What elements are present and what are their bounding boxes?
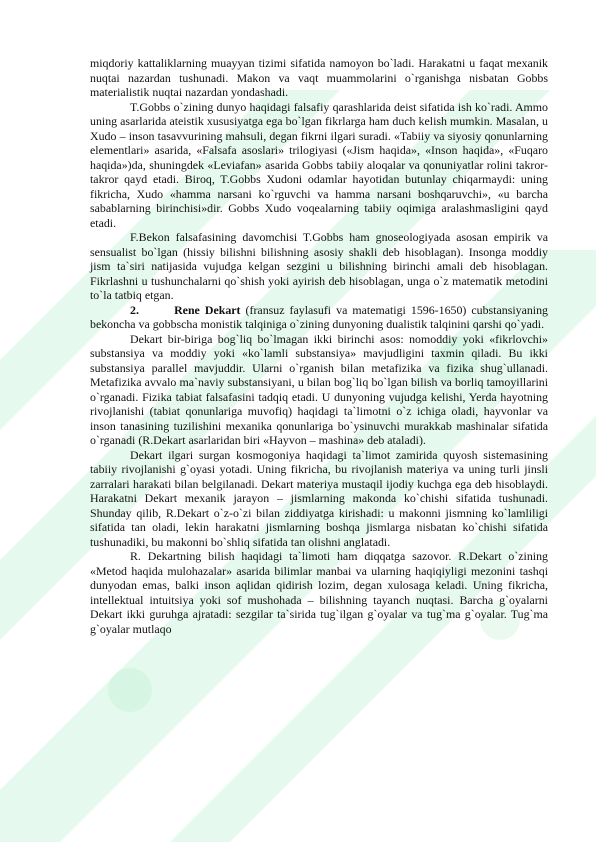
paragraph-2: T.Gobbs o`zining dunyo haqidagi falsafiy qarashlarida deist sifatida ish ko`radi. Ammo uning asarlarida ateistik xususiyatga ega bo`lgan fikrlarga ham duch kelish mumkin. Masalan, u Xudo – inson tasavvurining mahsuli, degan fikrni ilgari suradi. «Tabiiy va siyosiy qonunlarning elementlari» asarida, «Falsafa asoslari» trilogiyasi («Jism haqida», «Inson haqida», «Fuqaro haqida»)da, shuningdek «Leviafan» asarida Gobbs tabiiy aloqalar va qonuniyatlar rolini takror-takror qayd etadi. Biroq, T.Gobbs Xudoni odamlar hayotidan butunlay chiqarmaydi: uning fikricha, Xudo «hamma narsani ko`rguvchi va hamma narsani boshqaruvchi», «u barcha sabablarning birinchisi»dir. Gobbs Xudo voqealarning tabiiy oqimiga aralashmasligini qayd etadi. [90, 99, 548, 230]
paragraph-4: Dekart bir-biriga bog`liq bo`lmagan ikki birinchi asos: nomoddiy yoki «fikrlovchi» substansiya va moddiy yoki «ko`lamli substansiya» mavjudligini taxmin qiladi. Bu ikki substansiya parallel mavjuddir. Ularni o`rganish bilan metafizika va fizika shug`ullanadi. Metafizika avvalo ma`naviy substansiyani, u bilan bog`liq bo`lgan bilish va borliq tamoyillarini o`rganadi. Fizika tabiat falsafasini tadqiq etadi. U dunyoning vujudga kelishi, Yerda hayotning rivojlanishi (tabiat qonunlariga muvofiq) haqidagi ta`limotni o`z ichiga oladi, hayvonlar va inson tanasining tuzilishini mexanika qonunlariga bo`ysinuvchi murakkab mashinalar sifatida o`rganadi (R.Dekart asarlaridan biri «Hayvon – mashina» deb ataladi). [90, 331, 548, 447]
paragraph-5: Dekart ilgari surgan kosmogoniya haqidagi ta`limot zamirida quyosh sistemasining tabiiy rivojlanishi g`oyasi yotadi. Uning fikricha, bu rivojlanish materiya va uning turli jinsli zarralari harakati bilan belgilanadi. Dekart materiya mustaqil ijodiy kuchga ega deb hisoblaydi. Harakatni Dekart mexanik jarayon – jismlarning makonda ko`chishi sifatida tushunadi. Shunday qilib, R.Dekart o`z-o`zi bilan ziddiyatga kirishadi: u makonni jismning ko`lamliligi sifatida tan oladi, lekin harakatni jismlarning boshqa jismlarga nisbatan ko`chishi sifatida tushunadiki, bu makonni bo`shliq sifatida tan olishni anglatadi. [90, 447, 548, 549]
section-heading-dekart [90, 303, 548, 332]
heading-rest: (fransuz faylasufi va matematigi 1596-1650) cubstansiyaning bekoncha va gobbscha monistik talqiniga o`zining dunyoning dualistik talqinini qarshi qo`yadi. [90, 302, 549, 331]
heading-number: 2. [130, 302, 139, 317]
paragraph-1: miqdoriy kattaliklarning muayyan tizimi sifatida namoyon bo`ladi. Harakatni u faqat mexanik nuqtai nazardan tushunadi. Makon va vaqt muammolarini o`rganishga nisbatan Gobbs materialistik nuqtai nazardan yondashadi. [90, 56, 548, 99]
document-body [90, 56, 548, 636]
paragraph-3: F.Bekon falsafasining davomchisi T.Gobbs ham gnoseologiyada asosan empirik va sensualist bo`lgan (hissiy bilishni bilishning asosiy shakli deb hisoblagan). Insonga moddiy jism ta`siri natijasida vujudga kelgan sezgini u bilishning birinchi amali deb hisoblagan. Fikrlashni u tushunchalarni qo`shish yoki ayirish deb hisoblagan, unga o`z matematik metodini to`la tatbiq etgan. [90, 230, 548, 302]
paragraph-6: R. Dekartning bilish haqidagi ta`limoti ham diqqatga sazovor. R.Dekart o`zining «Metod haqida mulohazalar» asarida bilimlar manbai va ularning haqiqiyligi mezonini tashqi dunyodan emas, balki inson aqlidan qidirish lozim, degan xulosaga keladi. Uning fikricha, intellektual intuitsiya yoki sof mushohada – bilishning tayanch nuqtasi. Barcha g`oyalarni Dekart ikki guruhga ajratadi: sezgilar ta`sirida tug`ilgan g`oyalar va tug`ma g`oyalar. Tug`ma g`oyalar mutlaqo [90, 549, 548, 636]
heading-name: Rene Dekart [174, 302, 241, 317]
